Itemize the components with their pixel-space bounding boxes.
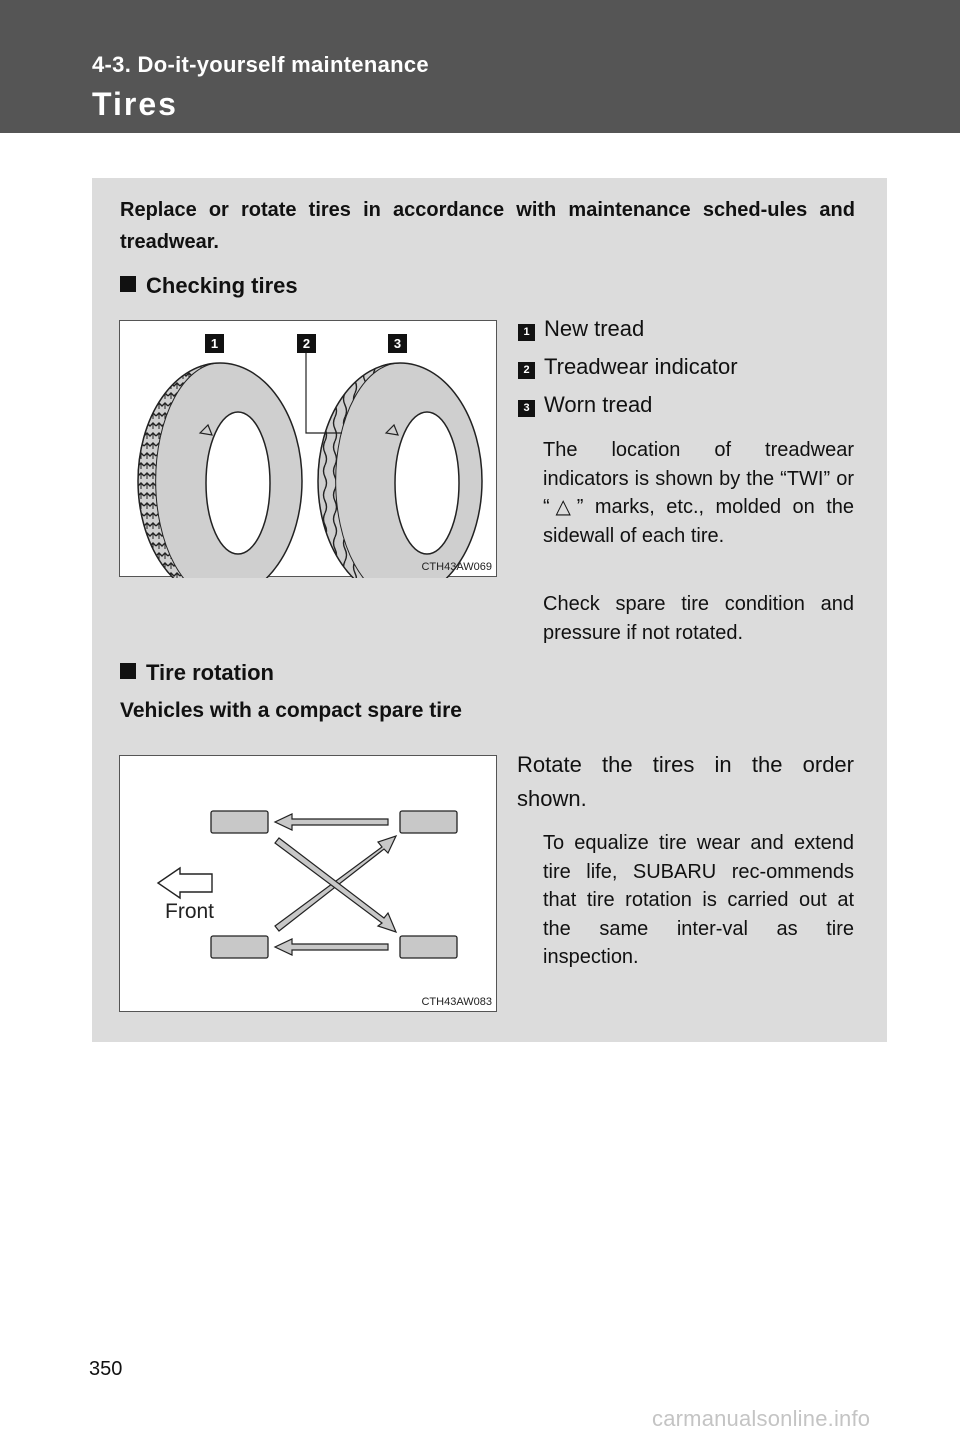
rear-left-tire: [400, 811, 457, 833]
front-arrow-icon: [158, 868, 212, 898]
twi-note: The location of treadwear indicators is shown by the “TWI” or “△” marks, etc., molded on the sidewall of each tire.: [543, 439, 854, 547]
figure-code: CTH43AW069: [421, 561, 492, 573]
tread-figure: [119, 320, 497, 577]
spare-tire-note: Check spare tire condition and pressure if not rotated.: [543, 593, 854, 644]
legend-label: Worn tread: [544, 392, 653, 417]
callout-3: 3: [388, 334, 407, 353]
callout-1: 1: [205, 334, 224, 353]
page-number: 350: [89, 1358, 123, 1380]
legend-item-treadwear-indicator: [518, 354, 738, 380]
rotation-note: To equalize tire wear and extend tire life, SUBARU rec-ommends that tire rotation is carried out at the same inter-val as tire inspection.: [543, 832, 854, 968]
intro-text: Replace or rotate tires in accordance with maintenance sched-ules and treadwear.: [120, 199, 855, 253]
arrow-left-top: [275, 814, 388, 830]
tire-rotation-heading-text: Tire rotation: [146, 660, 274, 685]
legend-item-worn-tread: [518, 392, 652, 418]
legend-label: Treadwear indicator: [544, 354, 738, 379]
front-left-tire: [211, 811, 268, 833]
legend-number: 3: [518, 400, 535, 417]
page-title: Tires: [92, 86, 178, 122]
worn-tire: [318, 363, 482, 578]
front-right-tire: [211, 936, 268, 958]
square-bullet-icon: [120, 663, 136, 679]
rotation-diagram: [120, 756, 498, 1013]
rear-right-tire: [400, 936, 457, 958]
legend-label: New tread: [544, 316, 645, 341]
front-label: Front: [165, 900, 215, 923]
callout-2: 2: [297, 334, 316, 353]
figure-code: CTH43AW083: [421, 996, 492, 1008]
legend-item-new-tread: [518, 316, 644, 342]
legend-number: 2: [518, 362, 535, 379]
rotation-instruction: Rotate the tires in the order shown.: [517, 752, 854, 811]
rotation-figure: [119, 755, 497, 1012]
watermark: carmanualsonline.info: [652, 1406, 871, 1431]
checking-tires-heading-text: Checking tires: [146, 273, 298, 298]
tire-rotation-heading: [120, 660, 274, 686]
section-label: 4-3. Do-it-yourself maintenance: [92, 52, 429, 77]
compact-spare-subheading: Vehicles with a compact spare tire: [120, 699, 462, 722]
checking-tires-heading: [120, 273, 298, 299]
new-tire: [138, 363, 302, 578]
tire-illustration: [120, 321, 498, 578]
arrow-left-bottom: [275, 939, 388, 955]
legend-number: 1: [518, 324, 535, 341]
square-bullet-icon: [120, 276, 136, 292]
